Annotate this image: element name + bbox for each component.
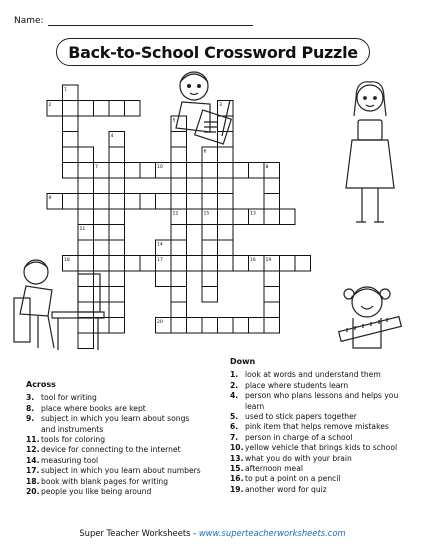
crossword-cell[interactable]: [94, 225, 110, 241]
crossword-cell[interactable]: [264, 194, 280, 210]
crossword-cell[interactable]: [156, 271, 172, 287]
crossword-cell[interactable]: [63, 116, 79, 132]
across-clue-text: subject in which you learn about numbers: [41, 466, 201, 476]
crossword-cell[interactable]: [249, 318, 265, 334]
across-clue: [26, 393, 201, 403]
across-clue-number: 18.: [26, 476, 40, 486]
cell-number: 7: [95, 165, 98, 170]
crossword-cell[interactable]: [109, 163, 125, 179]
crossword-cell[interactable]: [264, 271, 280, 287]
crossword-cell[interactable]: [109, 225, 125, 241]
crossword-cell[interactable]: [218, 178, 234, 194]
girl-ruler-illustration: [335, 278, 405, 350]
crossword-cell[interactable]: [249, 163, 265, 179]
across-clue: [26, 456, 201, 466]
crossword-cell[interactable]: [109, 271, 125, 287]
crossword-cell[interactable]: [202, 194, 218, 210]
footer-separator: -: [190, 528, 199, 538]
crossword-cell[interactable]: [233, 209, 249, 225]
across-clues: [26, 380, 201, 497]
across-clue-number: 12.: [26, 445, 40, 455]
down-clue: [230, 433, 410, 443]
boy-computer-illustration: [8, 254, 108, 354]
down-clue: [230, 443, 410, 453]
crossword-cell[interactable]: [109, 287, 125, 303]
crossword-cell[interactable]: [280, 256, 296, 272]
cell-number: 6: [203, 149, 207, 155]
across-clue-number: 11.: [26, 435, 40, 445]
page-title: Back-to-School Crossword Puzzle: [68, 42, 358, 62]
crossword-cell[interactable]: [202, 240, 218, 256]
down-clue-number: 16.: [230, 474, 244, 484]
across-clue: [26, 477, 201, 487]
across-clue-text: tool for writing: [41, 393, 97, 403]
cell-number: 2: [48, 103, 52, 108]
cell-number: 14: [157, 242, 163, 248]
crossword-cell[interactable]: [218, 225, 234, 241]
crossword-cell[interactable]: [218, 209, 234, 225]
across-clue: [26, 466, 201, 476]
down-clue-number: 13.: [230, 453, 244, 463]
across-clue-text: device for connecting to the internet: [41, 445, 181, 455]
crossword-cell[interactable]: [140, 163, 156, 179]
cell-number: 15: [203, 211, 210, 217]
crossword-cell[interactable]: [125, 163, 141, 179]
crossword-cell[interactable]: [187, 256, 203, 272]
crossword-cell[interactable]: [125, 256, 141, 272]
crossword-cell[interactable]: [63, 194, 79, 210]
crossword-cell[interactable]: [109, 147, 125, 163]
crossword-cell[interactable]: [218, 194, 234, 210]
crossword-cell[interactable]: [94, 101, 110, 117]
crossword-cell[interactable]: [233, 318, 249, 334]
crossword-cell[interactable]: [78, 194, 94, 210]
across-clue-number: 8.: [26, 403, 35, 413]
down-clue-text: what you do with your brain: [245, 453, 352, 463]
down-clue: [230, 412, 410, 422]
across-heading: Across: [26, 380, 56, 389]
down-clue-text: pink item that helps remove mistakes: [245, 422, 389, 432]
crossword-cell[interactable]: [78, 178, 94, 194]
crossword-cell[interactable]: [78, 163, 94, 179]
across-clue: [26, 487, 201, 497]
cell-number: 3: [219, 103, 222, 108]
crossword-cell[interactable]: [171, 240, 187, 256]
cell-number: 12: [172, 211, 179, 217]
across-clue: [26, 414, 201, 435]
across-clue: [26, 445, 201, 455]
crossword-cell[interactable]: [187, 163, 203, 179]
crossword-cell[interactable]: [63, 101, 79, 117]
crossword-cell[interactable]: [202, 225, 218, 241]
across-clue-number: 9.: [26, 414, 35, 424]
crossword-cell[interactable]: [109, 194, 125, 210]
cell-number: 11: [79, 227, 86, 232]
crossword-cell[interactable]: [280, 209, 296, 225]
down-clue-number: 19.: [230, 484, 244, 494]
down-clue: [230, 422, 410, 432]
crossword-cell[interactable]: [109, 101, 125, 117]
crossword-cell[interactable]: [218, 163, 234, 179]
crossword-cell[interactable]: [187, 318, 203, 334]
crossword-cell[interactable]: [264, 209, 280, 225]
cell-number: 17: [157, 258, 163, 263]
crossword-cell[interactable]: [109, 209, 125, 225]
across-clue-text: subject in which you learn about songs and instruments: [41, 414, 190, 434]
cell-number: 20: [157, 320, 163, 325]
down-clue-number: 5.: [230, 412, 239, 422]
cell-number: 9: [48, 196, 52, 201]
down-heading: Down: [230, 357, 256, 366]
down-clue: [230, 381, 410, 391]
crossword-cell[interactable]: [171, 194, 187, 210]
across-clue-number: 17.: [26, 466, 40, 476]
crossword-cell[interactable]: [140, 256, 156, 272]
crossword-cell[interactable]: [202, 318, 218, 334]
crossword-cell[interactable]: [264, 287, 280, 303]
crossword-cell[interactable]: [218, 256, 234, 272]
cell-number: 10: [157, 165, 163, 170]
crossword-cell[interactable]: [109, 178, 125, 194]
crossword-cell[interactable]: [187, 209, 203, 225]
down-clue-text: place where students learn: [245, 380, 349, 390]
footer-brand: Super Teacher Worksheets: [79, 528, 191, 538]
crossword-cell[interactable]: [202, 178, 218, 194]
crossword-cell[interactable]: [218, 240, 234, 256]
across-clue-list: [26, 393, 201, 497]
down-clue: [230, 391, 410, 412]
crossword-cell[interactable]: [171, 225, 187, 241]
down-clue-text: yellow vehicle that brings kids to school: [245, 443, 398, 453]
across-clue-number: 3.: [26, 393, 35, 403]
cell-number: 4: [110, 134, 114, 139]
crossword-cell[interactable]: [264, 178, 280, 194]
crossword-cell[interactable]: [78, 147, 94, 163]
crossword-cell[interactable]: [171, 287, 187, 303]
crossword-cell[interactable]: [78, 209, 94, 225]
crossword-cell[interactable]: [78, 101, 94, 117]
down-clue-number: 6.: [230, 422, 239, 432]
crossword-cell[interactable]: [109, 240, 125, 256]
boy-writing-illustration: [160, 66, 245, 158]
down-clue: [230, 464, 410, 474]
across-clue-text: book with blank pages for writing: [41, 476, 169, 486]
down-clue: [230, 485, 410, 495]
crossword-cell[interactable]: [187, 194, 203, 210]
crossword-cell[interactable]: [202, 287, 218, 303]
crossword-cell[interactable]: [140, 194, 156, 210]
girl-illustration: [340, 76, 400, 236]
across-clue-text: measuring tool: [41, 455, 99, 465]
crossword-cell[interactable]: [109, 318, 125, 334]
down-clue-text: person who plans lessons and helps you learn: [245, 391, 399, 411]
crossword-cell[interactable]: [171, 271, 187, 287]
crossword-cell[interactable]: [94, 194, 110, 210]
crossword-cell[interactable]: [202, 256, 218, 272]
down-clues: [230, 357, 410, 495]
down-clue: [230, 454, 410, 464]
crossword-cell[interactable]: [233, 256, 249, 272]
down-clue-number: 2.: [230, 380, 239, 390]
crossword-cell[interactable]: [171, 318, 187, 334]
down-clue-number: 7.: [230, 432, 239, 442]
down-clue-number: 15.: [230, 464, 244, 474]
across-clue-text: people you like being around: [41, 487, 152, 497]
name-label: Name:: [14, 16, 44, 26]
crossword-cell[interactable]: [218, 318, 234, 334]
crossword-cell[interactable]: [171, 163, 187, 179]
crossword-cell[interactable]: [264, 318, 280, 334]
across-clue-text: place where books are kept: [41, 403, 146, 413]
down-clue-number: 4.: [230, 391, 239, 401]
down-clue-number: 1.: [230, 370, 239, 380]
crossword-cell[interactable]: [63, 132, 79, 148]
cell-number: 5: [172, 118, 176, 124]
crossword-cell[interactable]: [202, 163, 218, 179]
across-clue-number: 14.: [26, 455, 40, 465]
crossword-cell[interactable]: [202, 271, 218, 287]
across-clue-text: tools for coloring: [41, 435, 106, 445]
crossword-cell[interactable]: [109, 302, 125, 318]
across-clue-number: 20.: [26, 487, 40, 497]
cell-number: 8: [265, 165, 269, 170]
across-clue: [26, 404, 201, 414]
down-clue-text: look at words and understand them: [245, 370, 381, 380]
crossword-cell[interactable]: [156, 194, 172, 210]
crossword-cell[interactable]: [264, 302, 280, 318]
cell-number: 13: [250, 211, 256, 217]
crossword-cell[interactable]: [295, 256, 311, 272]
down-clue-text: used to stick papers together: [245, 412, 357, 422]
down-clue: [230, 370, 410, 380]
crossword-cell[interactable]: [125, 194, 141, 210]
crossword-cell[interactable]: [109, 256, 125, 272]
down-clue: [230, 474, 410, 484]
crossword-cell[interactable]: [171, 178, 187, 194]
down-clue-text: person in charge of a school: [245, 432, 353, 442]
down-clue-list: [230, 370, 410, 495]
down-clue-text: another word for quiz: [245, 484, 327, 494]
crossword-cell[interactable]: [233, 163, 249, 179]
across-clue: [26, 435, 201, 445]
footer-url[interactable]: www.superteacherworksheets.com: [198, 528, 346, 538]
crossword-cell[interactable]: [171, 302, 187, 318]
crossword-cell[interactable]: [125, 101, 141, 117]
down-clue-text: to put a point on a pencil: [245, 474, 341, 484]
crossword-cell[interactable]: [63, 147, 79, 163]
footer: [0, 528, 425, 538]
crossword-cell[interactable]: [171, 256, 187, 272]
cell-number: 1: [64, 87, 67, 93]
crossword-cell[interactable]: [63, 163, 79, 179]
down-clue-number: 10.: [230, 443, 244, 453]
cell-number: 19: [265, 258, 272, 263]
down-clue-text: afternoon meal: [245, 464, 303, 474]
cell-number: 16: [250, 258, 256, 263]
cell-number: 18: [64, 258, 70, 263]
